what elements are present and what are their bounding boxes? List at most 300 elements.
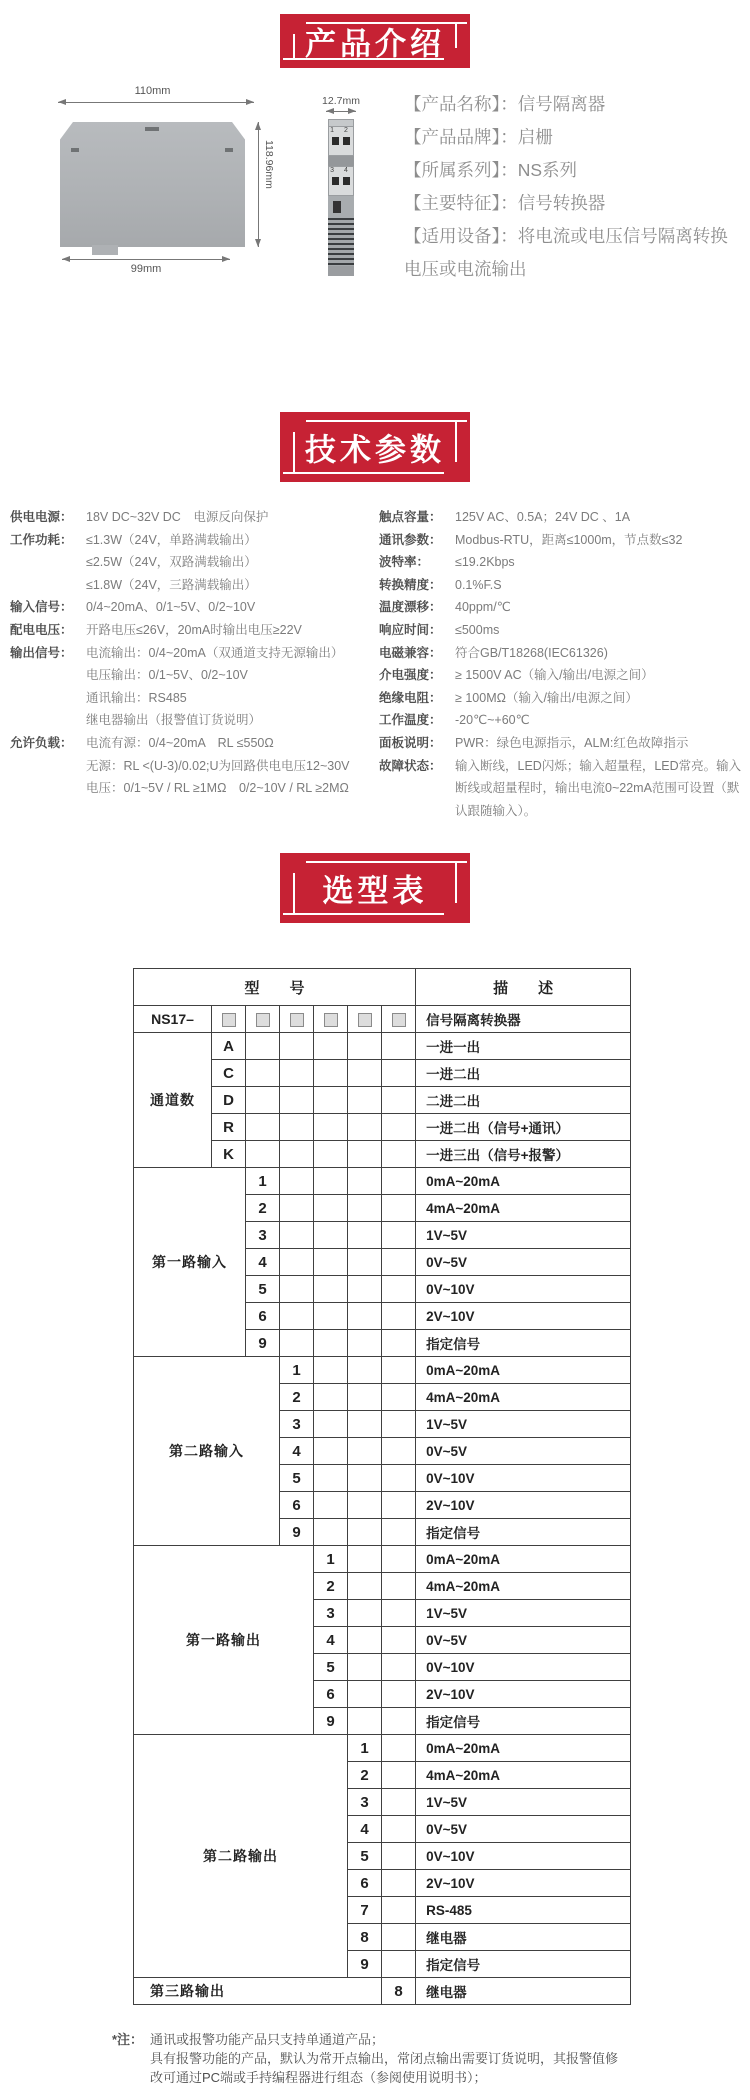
code-cell: 1 [280, 1357, 314, 1384]
empty-cell [280, 1141, 314, 1168]
code-cell: 4 [280, 1438, 314, 1465]
device-mark [71, 148, 79, 152]
code-cell: D [212, 1087, 246, 1114]
empty-cell [382, 1816, 416, 1843]
spec-row [379, 619, 747, 642]
model-prefix: NS17– [134, 1006, 212, 1033]
code-cell: 5 [246, 1276, 280, 1303]
empty-cell [382, 1411, 416, 1438]
empty-cell [382, 1492, 416, 1519]
code-cell: 3 [314, 1600, 348, 1627]
empty-cell [314, 1519, 348, 1546]
empty-cell [382, 1438, 416, 1465]
empty-cell [348, 1222, 382, 1249]
spec-row [10, 642, 374, 732]
spec-row [379, 506, 747, 529]
section-title-specs: 技术参数 [305, 432, 445, 468]
desc-cell: 0V~10V [416, 1843, 631, 1870]
empty-cell [246, 1033, 280, 1060]
code-cell: 2 [280, 1384, 314, 1411]
empty-cell [348, 1492, 382, 1519]
code-cell: 4 [314, 1627, 348, 1654]
checkbox-icon [358, 1013, 372, 1027]
banner-deco-line [283, 913, 444, 915]
code-cell: 3 [246, 1222, 280, 1249]
code-cell: R [212, 1114, 246, 1141]
terminal-holes [329, 137, 353, 145]
spec-line: 通讯输出：RS485 [86, 690, 187, 705]
terminal-numbers: 3 4 [330, 167, 352, 174]
desc-cell: 指定信号 [416, 1951, 631, 1978]
code-cell: 4 [246, 1249, 280, 1276]
product-drawing-front-view [316, 95, 366, 275]
spec-value [455, 551, 515, 574]
terminal-block [328, 126, 354, 156]
group-label: 第一路输出 [134, 1546, 314, 1735]
spec-row [379, 529, 747, 552]
spec-line: 继电器输出（报警值订货说明） [86, 713, 262, 728]
spec-value [455, 687, 638, 710]
desc-cell: 继电器 [416, 1924, 631, 1951]
desc-cell: 0V~5V [416, 1438, 631, 1465]
spec-label: 温度漂移： [379, 600, 442, 615]
empty-cell [280, 1222, 314, 1249]
desc-cell: 0mA~20mA [416, 1735, 631, 1762]
device-slot [333, 201, 341, 213]
empty-cell [382, 1951, 416, 1978]
empty-cell [382, 1303, 416, 1330]
empty-cell [348, 1330, 382, 1357]
empty-cell [348, 1546, 382, 1573]
empty-cell [348, 1519, 382, 1546]
spec-line: ≤500ms [455, 622, 500, 637]
desc-cell: 0mA~20mA [416, 1546, 631, 1573]
product-info-value: NS系列 [517, 160, 578, 180]
code-cell: 9 [246, 1330, 280, 1357]
empty-cell [382, 1465, 416, 1492]
checkbox-icon [392, 1013, 406, 1027]
section-title-intro: 产品介绍 [305, 26, 445, 62]
empty-cell [348, 1141, 382, 1168]
spec-row [10, 506, 374, 529]
code-cell: 3 [280, 1411, 314, 1438]
spec-value [455, 664, 654, 687]
desc-cell: 一进二出（信号+通讯） [416, 1114, 631, 1141]
empty-cell [348, 1708, 382, 1735]
empty-cell [280, 1168, 314, 1195]
code-cell: 7 [348, 1897, 382, 1924]
empty-cell [314, 1357, 348, 1384]
desc-cell: 2V~10V [416, 1492, 631, 1519]
selection-table-wrap [133, 968, 631, 2005]
table-row [134, 1168, 631, 1195]
spec-label: 工作功耗： [10, 532, 73, 547]
spec-label: 输出信号： [10, 645, 73, 660]
desc-cell: 4mA~20mA [416, 1384, 631, 1411]
model-desc: 信号隔离转换器 [416, 1006, 631, 1033]
empty-cell [348, 1060, 382, 1087]
device-vents [328, 218, 354, 266]
table-row [134, 1978, 631, 2005]
digit-placeholder-cell [382, 1006, 416, 1033]
spec-label: 转换精度： [379, 577, 442, 592]
code-cell: 2 [348, 1762, 382, 1789]
empty-cell [382, 1627, 416, 1654]
spec-label: 供电电源： [10, 510, 73, 524]
empty-cell [382, 1789, 416, 1816]
spec-value [455, 755, 741, 823]
empty-cell [348, 1573, 382, 1600]
footnote-marker: *注： [112, 2032, 144, 2047]
product-info-item [404, 154, 750, 187]
section-header-specs [280, 412, 470, 482]
spec-value [455, 619, 499, 642]
empty-cell [314, 1114, 348, 1141]
empty-cell [348, 1384, 382, 1411]
desc-cell: 0V~10V [416, 1465, 631, 1492]
empty-cell [348, 1600, 382, 1627]
desc-cell: RS-485 [416, 1897, 631, 1924]
spec-line: 125V AC、0.5A；24V DC 、1A [455, 510, 631, 524]
empty-cell [382, 1357, 416, 1384]
empty-cell [382, 1573, 416, 1600]
spec-label: 工作温度： [379, 713, 442, 728]
spec-col-left [10, 506, 374, 800]
code-cell: 3 [348, 1789, 382, 1816]
spec-label: 输入信号： [10, 600, 73, 615]
dim-width-line [58, 102, 254, 103]
spec-line: ≥ 100MΩ（输入/输出/电源之间） [455, 690, 638, 705]
spec-line: ≤19.2Kbps [455, 555, 515, 570]
code-cell: 9 [280, 1519, 314, 1546]
desc-cell: 1V~5V [416, 1411, 631, 1438]
desc-cell: 0V~5V [416, 1627, 631, 1654]
device-front-shape [328, 119, 354, 267]
spec-line: 电流有源：0/4~20mA RL ≤550Ω [86, 735, 274, 750]
empty-cell [348, 1114, 382, 1141]
terminal-hole [332, 137, 339, 145]
desc-cell: 一进一出 [416, 1033, 631, 1060]
empty-cell [314, 1411, 348, 1438]
checkbox-icon [324, 1013, 338, 1027]
device-mark [225, 148, 233, 152]
terminal-hole [332, 177, 339, 185]
empty-cell [348, 1249, 382, 1276]
empty-cell [314, 1195, 348, 1222]
empty-cell [348, 1276, 382, 1303]
empty-cell [382, 1519, 416, 1546]
code-cell: 1 [246, 1168, 280, 1195]
footnote-line: 改可通过PC端或手持编程器进行组态（参阅使用说明书）； [150, 2070, 487, 2085]
spec-line: ≤1.3W（24V，单路满载输出） [86, 532, 257, 547]
empty-cell [382, 1681, 416, 1708]
code-cell: 6 [314, 1681, 348, 1708]
spec-label: 允许负载： [10, 735, 73, 750]
device-cap [328, 119, 354, 126]
empty-cell [382, 1033, 416, 1060]
spec-label: 触点容量： [379, 510, 442, 524]
spec-row [379, 642, 747, 665]
empty-cell [280, 1087, 314, 1114]
header-model: 型 号 [134, 969, 416, 1006]
code-cell: 2 [314, 1573, 348, 1600]
empty-cell [348, 1168, 382, 1195]
empty-cell [280, 1060, 314, 1087]
spec-label: 故障状态： [379, 758, 442, 773]
section-header-selection [280, 853, 470, 923]
product-info-label: 【产品名称】： [404, 94, 518, 114]
checkbox-icon [222, 1013, 236, 1027]
dim-depth-line [62, 259, 230, 260]
empty-cell [382, 1141, 416, 1168]
dim-depth-label: 99mm [130, 263, 162, 275]
code-cell: 1 [348, 1735, 382, 1762]
empty-cell [314, 1492, 348, 1519]
code-cell: A [212, 1033, 246, 1060]
empty-cell [348, 1438, 382, 1465]
empty-cell [382, 1654, 416, 1681]
header-desc: 描 述 [416, 969, 631, 1006]
empty-cell [348, 1654, 382, 1681]
product-info-value: 信号隔离器 [517, 94, 606, 114]
product-info-item [404, 88, 750, 121]
empty-cell [348, 1303, 382, 1330]
desc-cell: 2V~10V [416, 1303, 631, 1330]
spec-label: 介电强度： [379, 668, 442, 683]
spec-line: ≤2.5W（24V，双路满载输出） [86, 555, 257, 570]
desc-cell: 1V~5V [416, 1222, 631, 1249]
section-header-intro [280, 14, 470, 68]
code-cell: 4 [348, 1816, 382, 1843]
code-cell: C [212, 1060, 246, 1087]
spec-value [455, 506, 630, 529]
spec-line: 电流输出：0/4~20mA（双通道支持无源输出） [86, 645, 344, 660]
empty-cell [382, 1708, 416, 1735]
footnote-line: 通讯或报警功能产品只支持单通道产品； [150, 2032, 385, 2047]
empty-cell [314, 1060, 348, 1087]
spec-value [86, 529, 257, 597]
banner-deco-line [283, 472, 444, 474]
dim-height-line [258, 122, 259, 247]
empty-cell [314, 1033, 348, 1060]
dim-height-label: 118.96mm [263, 140, 275, 189]
product-info-value: 将电流或电压信号隔离转换 [517, 226, 728, 246]
empty-cell [314, 1465, 348, 1492]
device-mid-section [328, 196, 354, 218]
spec-value [86, 642, 343, 732]
spec-line: 开路电压≤26V，20mA时输出电压≥22V [86, 622, 302, 637]
code-cell: 5 [348, 1843, 382, 1870]
desc-cell: 0V~10V [416, 1276, 631, 1303]
desc-cell: 指定信号 [416, 1330, 631, 1357]
digit-placeholder-cell [212, 1006, 246, 1033]
empty-cell [382, 1384, 416, 1411]
spec-row [10, 619, 374, 642]
device-mark [145, 127, 159, 131]
spec-line: PWR：绿色电源指示，ALM:红色故障指示 [455, 735, 689, 750]
terminal-holes [329, 177, 353, 185]
terminal-hole [343, 137, 350, 145]
desc-cell: 4mA~20mA [416, 1195, 631, 1222]
empty-cell [314, 1303, 348, 1330]
table-row [134, 1735, 631, 1762]
empty-cell [382, 1843, 416, 1870]
table-header-row [134, 969, 631, 1006]
spec-value [86, 619, 302, 642]
desc-cell: 4mA~20mA [416, 1762, 631, 1789]
footnote-lines [150, 2030, 618, 2087]
empty-cell [314, 1141, 348, 1168]
code-cell: 2 [246, 1195, 280, 1222]
desc-cell: 0V~5V [416, 1816, 631, 1843]
spec-line: ≥ 1500V AC（输入/输出/电源之间） [455, 668, 654, 683]
empty-cell [314, 1168, 348, 1195]
empty-cell [246, 1087, 280, 1114]
empty-cell [314, 1087, 348, 1114]
code-cell: 8 [382, 1978, 416, 2005]
empty-cell [382, 1060, 416, 1087]
empty-cell [382, 1222, 416, 1249]
code-cell: 9 [348, 1951, 382, 1978]
table-row [134, 1357, 631, 1384]
empty-cell [382, 1924, 416, 1951]
section-title-selection: 选型表 [322, 873, 428, 909]
empty-cell [314, 1330, 348, 1357]
banner-deco-line [306, 861, 467, 863]
desc-cell: 2V~10V [416, 1870, 631, 1897]
footnote [112, 2030, 618, 2087]
spec-value [455, 596, 511, 619]
spec-row [10, 596, 374, 619]
spec-line: 18V DC~32V DC 电源反向保护 [86, 510, 269, 524]
spec-label: 配电电压： [10, 622, 73, 637]
spec-value [86, 506, 268, 529]
spec-value [86, 596, 255, 619]
digit-placeholder-cell [314, 1006, 348, 1033]
code-cell: 8 [348, 1924, 382, 1951]
empty-cell [348, 1465, 382, 1492]
terminal-numbers: 1 2 [330, 127, 352, 134]
spec-value [455, 709, 530, 732]
digit-placeholder-cell [246, 1006, 280, 1033]
dim-thickness-line [326, 111, 356, 112]
product-info-item [404, 187, 750, 220]
empty-cell [348, 1195, 382, 1222]
product-info-label: 【所属系列】： [404, 160, 518, 180]
spec-label: 响应时间： [379, 622, 442, 637]
empty-cell [314, 1384, 348, 1411]
product-info-item [404, 121, 750, 154]
spec-line: 0/4~20mA、0/1~5V、0/2~10V [86, 600, 256, 615]
terminal-hole [343, 177, 350, 185]
empty-cell [314, 1249, 348, 1276]
code-cell: 6 [246, 1303, 280, 1330]
device-divider [328, 156, 354, 166]
empty-cell [246, 1141, 280, 1168]
table-row [134, 1033, 631, 1060]
spec-line: 无源：RL <(U-3)/0.02;U为回路供电电压12~30V [86, 758, 350, 773]
spec-row [379, 664, 747, 687]
product-info-item [404, 220, 750, 286]
product-drawing-side-view [35, 85, 290, 285]
digit-placeholder-cell [280, 1006, 314, 1033]
product-info-label: 【主要特征】： [404, 193, 518, 213]
checkbox-icon [256, 1013, 270, 1027]
selection-table [133, 968, 631, 2005]
spec-line: 电压：0/1~5V / RL ≥1MΩ 0/2~10V / RL ≥2MΩ [86, 781, 349, 796]
empty-cell [382, 1087, 416, 1114]
empty-cell [382, 1546, 416, 1573]
desc-cell: 0mA~20mA [416, 1357, 631, 1384]
spec-row [379, 596, 747, 619]
desc-cell: 0V~5V [416, 1249, 631, 1276]
spec-value [455, 574, 502, 597]
code-cell: K [212, 1141, 246, 1168]
product-info-value: 电压或电流输出 [404, 259, 527, 279]
desc-cell: 1V~5V [416, 1789, 631, 1816]
product-info-label: 【产品品牌】： [404, 127, 518, 147]
empty-cell [246, 1114, 280, 1141]
empty-cell [280, 1249, 314, 1276]
empty-cell [348, 1033, 382, 1060]
spec-line: 0.1%F.S [455, 577, 502, 592]
empty-cell [280, 1303, 314, 1330]
spec-label: 波特率： [379, 555, 430, 570]
desc-cell: 一进二出 [416, 1060, 631, 1087]
desc-cell: 继电器 [416, 1978, 631, 2005]
code-cell: 5 [314, 1654, 348, 1681]
footnote-line: 具有报警功能的产品，默认为常开点输出，常闭点输出需要订货说明，其报警值修 [150, 2051, 619, 2066]
terminal-block [328, 166, 354, 196]
spec-line: 断线或超量程时，输出电流0~22mA范围可设置（默 [455, 781, 740, 796]
empty-cell [382, 1897, 416, 1924]
code-cell: 5 [280, 1465, 314, 1492]
spec-line: -20℃~+60℃ [455, 713, 530, 728]
spec-row [10, 732, 374, 800]
spec-line: 电压输出：0/1~5V、0/2~10V [86, 668, 248, 683]
spec-line: 40ppm/℃ [455, 600, 511, 615]
desc-cell: 指定信号 [416, 1708, 631, 1735]
code-cell: 6 [348, 1870, 382, 1897]
spec-value [455, 732, 688, 755]
digit-placeholder-cell [348, 1006, 382, 1033]
empty-cell [348, 1681, 382, 1708]
code-cell: 1 [314, 1546, 348, 1573]
empty-cell [348, 1087, 382, 1114]
empty-cell [280, 1033, 314, 1060]
empty-cell [280, 1276, 314, 1303]
empty-cell [348, 1627, 382, 1654]
spec-label: 面板说明： [379, 735, 442, 750]
device-body-shape [60, 122, 245, 247]
empty-cell [382, 1330, 416, 1357]
empty-cell [382, 1168, 416, 1195]
spec-row [379, 709, 747, 732]
empty-cell [348, 1411, 382, 1438]
spec-row [379, 551, 747, 574]
spec-value [86, 732, 350, 800]
group-label: 第三路输出 [134, 1978, 382, 2005]
group-label: 第二路输出 [134, 1735, 348, 1978]
empty-cell [382, 1276, 416, 1303]
desc-cell: 1V~5V [416, 1600, 631, 1627]
device-foot [92, 245, 118, 255]
desc-cell: 0mA~20mA [416, 1168, 631, 1195]
spec-line: 符合GB/T18268(IEC61326) [455, 645, 608, 660]
empty-cell [314, 1222, 348, 1249]
empty-cell [280, 1195, 314, 1222]
empty-cell [382, 1762, 416, 1789]
